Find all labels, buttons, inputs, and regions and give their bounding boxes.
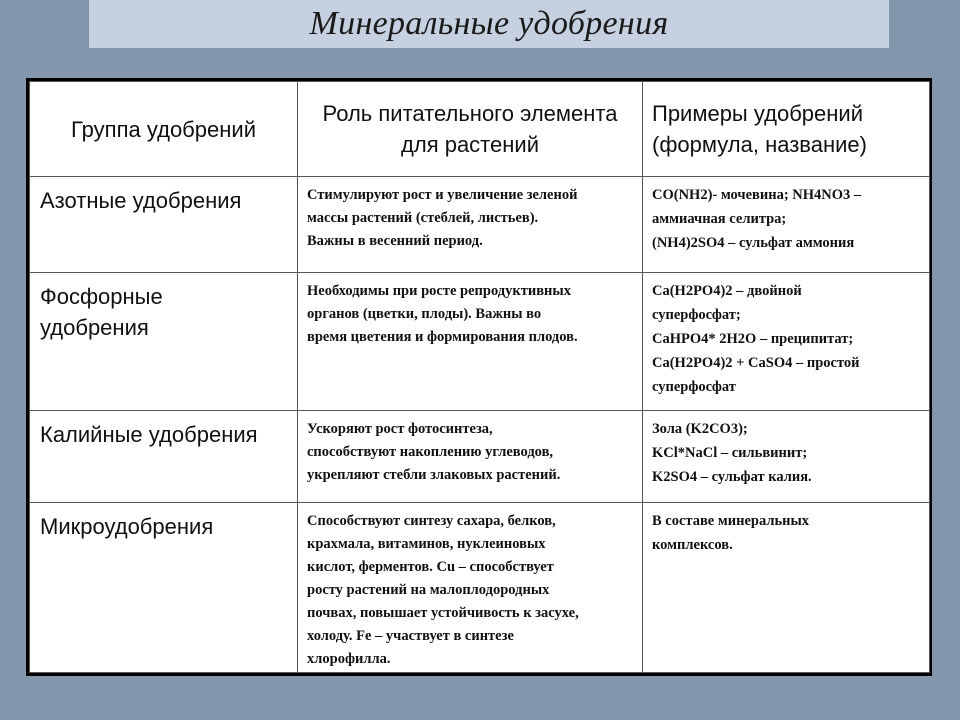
examples-cell bbox=[643, 273, 930, 411]
header-examples bbox=[643, 82, 930, 177]
example-line: суперфосфат bbox=[652, 379, 736, 395]
examples-cell bbox=[643, 411, 930, 503]
role-line: почвах, повышает устойчивость к засухе, bbox=[307, 605, 579, 621]
role-line: органов (цветки, плоды). Важны во bbox=[307, 306, 542, 322]
group-cell bbox=[30, 411, 298, 503]
header-group-label: Группа удобрений bbox=[71, 116, 256, 142]
header-role bbox=[298, 82, 643, 177]
fertilizer-table bbox=[26, 78, 932, 676]
role-line: Важны в весенний период. bbox=[307, 233, 483, 249]
group-label: Калийные удобрения bbox=[40, 422, 258, 447]
role-line: массы растений (стеблей, листьев). bbox=[307, 210, 539, 226]
header-role-line: Роль питательного элемента bbox=[322, 101, 618, 126]
role-line: время цветения и формирования плодов. bbox=[307, 329, 578, 345]
role-line: холоду. Fe – участвует в синтезе bbox=[307, 628, 514, 644]
table bbox=[29, 81, 930, 673]
example-line: K2SO4 – сульфат калия. bbox=[652, 469, 812, 485]
role-line: укрепляют стебли злаковых растений. bbox=[307, 467, 561, 483]
role-cell bbox=[298, 177, 643, 273]
role-line: способствуют накоплению углеводов, bbox=[307, 444, 554, 460]
table-row-potassium bbox=[30, 411, 930, 503]
role-line: Необходимы при росте репродуктивных bbox=[307, 283, 571, 299]
role-line: кислот, ферментов. Cu – способствует bbox=[307, 559, 554, 575]
header-group bbox=[30, 82, 298, 177]
example-line: (NH4)2SO4 – сульфат аммония bbox=[652, 235, 855, 251]
example-line: CaHPO4* 2H2O – преципитат; bbox=[652, 331, 854, 347]
role-line: крахмала, витаминов, нуклеиновых bbox=[307, 536, 546, 552]
example-line: аммиачная селитра; bbox=[652, 211, 787, 227]
example-line: комплексов. bbox=[652, 537, 733, 553]
group-cell bbox=[30, 273, 298, 411]
group-label: Азотные удобрения bbox=[40, 188, 242, 213]
example-line: KCl*NaCl – сильвинит; bbox=[652, 445, 808, 461]
example-line: CO(NH2)- мочевина; NH4NO3 – bbox=[652, 187, 862, 203]
examples-cell bbox=[643, 503, 930, 673]
role-line: Ускоряют рост фотосинтеза, bbox=[307, 421, 493, 437]
table-row-micro bbox=[30, 503, 930, 673]
role-cell bbox=[298, 411, 643, 503]
role-cell bbox=[298, 503, 643, 673]
example-line: суперфосфат; bbox=[652, 307, 741, 323]
role-line: Стимулируют рост и увеличение зеленой bbox=[307, 187, 578, 203]
header-examples-line: Примеры удобрений bbox=[652, 101, 863, 126]
example-line: Зола (K2CO3); bbox=[652, 421, 748, 437]
role-line: росту растений на малоплодородных bbox=[307, 582, 550, 598]
role-line: Способствуют синтезу сахара, белков, bbox=[307, 513, 556, 529]
role-line: хлорофилла. bbox=[307, 651, 391, 667]
examples-cell bbox=[643, 177, 930, 273]
title-banner bbox=[89, 0, 889, 48]
table-header-row bbox=[30, 82, 930, 177]
header-examples-line: (формула, название) bbox=[652, 132, 867, 157]
role-cell bbox=[298, 273, 643, 411]
example-line: В составе минеральных bbox=[652, 513, 810, 529]
table-row-nitrogen bbox=[30, 177, 930, 273]
header-role-line: для растений bbox=[401, 132, 539, 157]
group-cell bbox=[30, 177, 298, 273]
example-line: Ca(H2PO4)2 + CaSO4 – простой bbox=[652, 355, 860, 371]
group-label: удобрения bbox=[40, 315, 149, 340]
group-cell bbox=[30, 503, 298, 673]
page-title: Минеральные удобрения bbox=[309, 5, 669, 42]
group-label: Фосфорные bbox=[40, 284, 163, 309]
example-line: Ca(H2PO4)2 – двойной bbox=[652, 283, 802, 299]
table-row-phosphorus bbox=[30, 273, 930, 411]
group-label: Микроудобрения bbox=[40, 514, 214, 539]
